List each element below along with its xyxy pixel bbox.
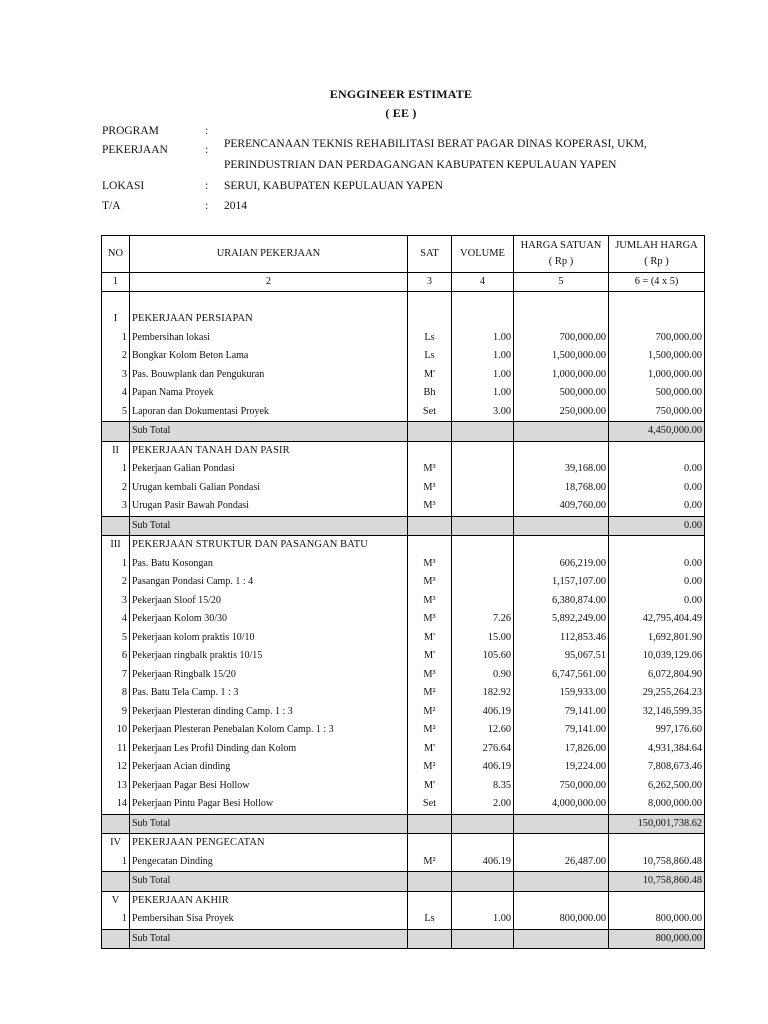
item-name: Pas. Batu Tela Camp. 1 : 3 [130,684,408,703]
table-row [102,666,705,685]
empty-cell [514,422,609,442]
ta-value: 2014 [224,200,247,212]
item-name: Pekerjaan ringbalk praktis 10/15 [130,647,408,666]
table-body [102,310,705,949]
subtotal-row [102,516,705,536]
item-name: Laporan dan Dokumentasi Proyek [130,403,408,422]
item-number: 13 [102,777,130,796]
item-name: Pekerjaan kolom praktis 10/10 [130,629,408,648]
item-volume: 276.64 [452,740,514,759]
item-total: 0.00 [609,479,705,498]
header-uraian: URAIAN PEKERJAAN [130,236,408,273]
item-unit: M² [408,684,452,703]
table-row [102,497,705,516]
empty-cell [609,536,705,555]
item-number: 2 [102,347,130,366]
item-volume [452,573,514,592]
table-row [102,573,705,592]
program-colon: : [205,125,209,137]
subtotal-row [102,872,705,892]
item-volume: 1.00 [452,347,514,366]
item-total: 0.00 [609,460,705,479]
pekerjaan-value-line1: PERENCANAAN TEKNIS REHABILITASI BERAT PAGAR DINAS KOPERASI, UKM, [224,138,647,150]
empty-cell [102,814,130,834]
item-unit-price: 39,168.00 [514,460,609,479]
item-volume: 406.19 [452,853,514,872]
item-number: 7 [102,666,130,685]
item-number: 14 [102,795,130,814]
table-header-row [102,236,705,273]
section-number: IV [102,834,130,853]
item-unit: M' [408,777,452,796]
empty-cell [408,536,452,555]
empty-cell [514,441,609,460]
empty-cell [452,422,514,442]
item-volume: 105.60 [452,647,514,666]
item-unit: M³ [408,460,452,479]
item-number: 1 [102,555,130,574]
spacer-cell [452,292,514,311]
item-unit: Bh [408,384,452,403]
pekerjaan-value-line2: PERINDUSTRIAN DAN PERDAGANGAN KABUPATEN KEPULAUAN YAPEN [224,159,617,171]
empty-cell [609,441,705,460]
spacer-cell [408,292,452,311]
item-number: 8 [102,684,130,703]
section-header-row [102,441,705,460]
item-total: 29,255,264.23 [609,684,705,703]
item-unit-price: 6,380,874.00 [514,592,609,611]
item-unit: M² [408,703,452,722]
empty-cell [102,872,130,892]
item-number: 10 [102,721,130,740]
empty-cell [408,422,452,442]
subtotal-label: Sub Total [130,422,408,442]
ta-label: T/A [102,200,121,212]
item-name: Pekerjaan Plesteran Penebalan Kolom Camp. 1 : 3 [130,721,408,740]
item-total: 32,146,599.35 [609,703,705,722]
spacer-cell [130,292,408,311]
estimate-table-wrapper [101,235,704,949]
header-jumlah-harga-unit: ( Rp ) [644,256,669,267]
empty-cell [609,310,705,329]
item-unit-price: 409,760.00 [514,497,609,516]
item-volume: 2.00 [452,795,514,814]
item-unit: M³ [408,555,452,574]
pekerjaan-label: PEKERJAAN [102,144,168,156]
empty-cell [452,891,514,910]
empty-cell [452,814,514,834]
section-name: PEKERJAAN AKHIR [130,891,408,910]
header-harga-satuan [514,236,609,273]
program-label: PROGRAM [102,125,159,137]
item-unit: M³ [408,497,452,516]
table-row [102,366,705,385]
empty-cell [408,516,452,536]
item-unit-price: 250,000.00 [514,403,609,422]
document-title: ENGGINEER ESTIMATE [329,87,473,101]
item-number: 1 [102,460,130,479]
empty-cell [452,310,514,329]
section-number: III [102,536,130,555]
item-unit: M² [408,853,452,872]
spacer-cell [102,292,130,311]
header-harga-satuan-label: HARGA SATUAN [520,240,602,251]
table-row [102,853,705,872]
empty-cell [514,872,609,892]
header-volume: VOLUME [452,236,514,273]
lokasi-value: SERUI, KABUPATEN KEPULAUAN YAPEN [224,180,443,192]
item-name: Pas. Bouwplank dan Pengukuran [130,366,408,385]
item-unit-price: 700,000.00 [514,329,609,348]
empty-cell [408,310,452,329]
item-number: 5 [102,403,130,422]
header-sat: SAT [408,236,452,273]
item-unit: Set [408,795,452,814]
lokasi-label: LOKASI [102,180,145,192]
table-row [102,777,705,796]
section-name: PEKERJAAN TANAH DAN PASIR [130,441,408,460]
item-total: 700,000.00 [609,329,705,348]
item-unit-price: 4,000,000.00 [514,795,609,814]
item-number: 4 [102,384,130,403]
item-total: 800,000.00 [609,910,705,929]
item-name: Pekerjaan Galian Pondasi [130,460,408,479]
table-row [102,329,705,348]
header-jumlah-harga-label: JUMLAH HARGA [615,240,698,251]
item-unit-price: 26,487.00 [514,853,609,872]
empty-cell [514,536,609,555]
item-number: 1 [102,853,130,872]
item-volume [452,479,514,498]
document-subtitle: ( EE ) [385,106,417,120]
table-row [102,479,705,498]
item-name: Bongkar Kolom Beton Lama [130,347,408,366]
section-number: I [102,310,130,329]
item-unit: Ls [408,910,452,929]
item-volume [452,592,514,611]
item-unit: M' [408,366,452,385]
table-row [102,629,705,648]
item-number: 9 [102,703,130,722]
item-volume: 15.00 [452,629,514,648]
item-unit: M³ [408,666,452,685]
subtotal-row [102,422,705,442]
item-volume: 8.35 [452,777,514,796]
table-row [102,684,705,703]
item-name: Pembersihan lokasi [130,329,408,348]
item-unit: M³ [408,479,452,498]
item-name: Urugan Pasir Bawah Pondasi [130,497,408,516]
subtotal-value: 800,000.00 [609,929,705,949]
empty-cell [452,929,514,949]
subtotal-row [102,814,705,834]
subtotal-label: Sub Total [130,872,408,892]
table-row [102,647,705,666]
empty-cell [408,441,452,460]
table-row [102,384,705,403]
item-total: 0.00 [609,497,705,516]
empty-cell [102,422,130,442]
item-unit-price: 159,933.00 [514,684,609,703]
column-number: 3 [408,273,452,292]
section-name: PEKERJAAN STRUKTUR DAN PASANGAN BATU [130,536,408,555]
empty-cell [452,441,514,460]
empty-cell [102,929,130,949]
item-unit: M' [408,740,452,759]
item-number: 12 [102,758,130,777]
table-row [102,740,705,759]
item-unit: Set [408,403,452,422]
item-total: 0.00 [609,573,705,592]
header-harga-satuan-unit: ( Rp ) [548,256,574,267]
item-volume [452,555,514,574]
empty-cell [514,516,609,536]
item-name: Pas. Batu Kosongan [130,555,408,574]
item-unit-price: 500,000.00 [514,384,609,403]
item-total: 7,808,673.46 [609,758,705,777]
column-number-row [102,273,705,292]
item-volume: 1.00 [452,910,514,929]
item-unit-price: 800,000.00 [514,910,609,929]
item-name: Urugan kembali Galian Pondasi [130,479,408,498]
estimate-table [101,235,705,949]
item-total: 500,000.00 [609,384,705,403]
empty-cell [514,929,609,949]
item-volume: 406.19 [452,703,514,722]
empty-cell [609,834,705,853]
item-total: 6,072,804.90 [609,666,705,685]
item-number: 4 [102,610,130,629]
item-total: 8,000,000.00 [609,795,705,814]
section-number: II [102,441,130,460]
empty-cell [514,834,609,853]
item-name: Pasangan Pondasi Camp. 1 : 4 [130,573,408,592]
item-unit: Ls [408,347,452,366]
item-unit-price: 79,141.00 [514,703,609,722]
item-number: 3 [102,592,130,611]
empty-cell [408,929,452,949]
subtotal-label: Sub Total [130,929,408,949]
empty-cell [609,891,705,910]
item-name: Pekerjaan Sloof 15/20 [130,592,408,611]
item-name: Pekerjaan Plesteran dinding Camp. 1 : 3 [130,703,408,722]
section-header-row [102,891,705,910]
item-total: 10,039,129.06 [609,647,705,666]
item-unit: M³ [408,573,452,592]
item-unit: M² [408,758,452,777]
section-number: V [102,891,130,910]
table-row [102,460,705,479]
table-row [102,721,705,740]
table-row [102,347,705,366]
item-unit-price: 112,853.46 [514,629,609,648]
spacer-cell [609,292,705,311]
item-unit-price: 17,826.00 [514,740,609,759]
empty-cell [514,814,609,834]
item-unit: M² [408,721,452,740]
item-name: Pekerjaan Pintu Pagar Besi Hollow [130,795,408,814]
item-total: 42,795,404.49 [609,610,705,629]
header-no: NO [102,236,130,273]
subtotal-value: 10,758,860.48 [609,872,705,892]
empty-cell [408,872,452,892]
spacer-cell [514,292,609,311]
column-number: 5 [514,273,609,292]
item-volume [452,460,514,479]
subtotal-label: Sub Total [130,516,408,536]
header-jumlah-harga [609,236,705,273]
item-total: 750,000.00 [609,403,705,422]
item-number: 6 [102,647,130,666]
item-volume: 1.00 [452,384,514,403]
item-total: 4,931,384.64 [609,740,705,759]
item-number: 3 [102,497,130,516]
item-number: 11 [102,740,130,759]
empty-cell [452,872,514,892]
item-total: 1,692,801.90 [609,629,705,648]
table-row [102,592,705,611]
item-unit-price: 95,067.51 [514,647,609,666]
lokasi-colon: : [205,180,209,192]
item-number: 2 [102,573,130,592]
item-unit-price: 606,219.00 [514,555,609,574]
item-total: 1,500,000.00 [609,347,705,366]
item-volume: 12.60 [452,721,514,740]
subtotal-row [102,929,705,949]
item-volume: 1.00 [452,366,514,385]
item-total: 6,262,500.00 [609,777,705,796]
table-row [102,703,705,722]
table-row [102,758,705,777]
item-number: 1 [102,910,130,929]
item-unit-price: 5,892,249.00 [514,610,609,629]
item-name: Pengecatan Dinding [130,853,408,872]
empty-cell [408,834,452,853]
subtotal-value: 0.00 [609,516,705,536]
item-unit-price: 1,500,000.00 [514,347,609,366]
item-unit: M' [408,647,452,666]
item-unit-price: 6,747,561.00 [514,666,609,685]
item-volume [452,497,514,516]
item-unit-price: 750,000.00 [514,777,609,796]
item-name: Papan Nama Proyek [130,384,408,403]
column-number: 1 [102,273,130,292]
table-row [102,403,705,422]
item-total: 0.00 [609,592,705,611]
empty-cell [408,814,452,834]
empty-cell [452,516,514,536]
item-total: 997,176.60 [609,721,705,740]
empty-cell [408,891,452,910]
item-unit-price: 19,224.00 [514,758,609,777]
item-name: Pekerjaan Ringbalk 15/20 [130,666,408,685]
section-name: PEKERJAAN PENGECATAN [130,834,408,853]
item-number: 5 [102,629,130,648]
subtotal-label: Sub Total [130,814,408,834]
column-number: 6 = (4 x 5) [609,273,705,292]
item-number: 3 [102,366,130,385]
item-volume: 1.00 [452,329,514,348]
item-total: 10,758,860.48 [609,853,705,872]
item-unit-price: 18,768.00 [514,479,609,498]
item-name: Pekerjaan Les Profil Dinding dan Kolom [130,740,408,759]
item-unit: M' [408,629,452,648]
item-volume: 182.92 [452,684,514,703]
empty-cell [102,516,130,536]
section-header-row [102,310,705,329]
item-number: 2 [102,479,130,498]
item-volume: 3.00 [452,403,514,422]
table-row [102,795,705,814]
item-unit-price: 79,141.00 [514,721,609,740]
item-unit: Ls [408,329,452,348]
ta-colon: : [205,200,209,212]
column-number: 2 [130,273,408,292]
item-unit: M³ [408,610,452,629]
item-unit: M³ [408,592,452,611]
pekerjaan-colon: : [205,144,209,156]
item-volume: 7.26 [452,610,514,629]
empty-cell [514,891,609,910]
subtotal-value: 150,001,738.62 [609,814,705,834]
item-name: Pekerjaan Pagar Besi Hollow [130,777,408,796]
item-unit-price: 1,157,107.00 [514,573,609,592]
item-name: Pekerjaan Kolom 30/30 [130,610,408,629]
table-row [102,910,705,929]
subtotal-value: 4,450,000.00 [609,422,705,442]
section-header-row [102,536,705,555]
spacer-row [102,292,705,311]
section-header-row [102,834,705,853]
section-name: PEKERJAAN PERSIAPAN [130,310,408,329]
empty-cell [514,310,609,329]
empty-cell [452,834,514,853]
item-volume: 0.90 [452,666,514,685]
column-number: 4 [452,273,514,292]
item-total: 1,000,000.00 [609,366,705,385]
item-volume: 406.19 [452,758,514,777]
item-name: Pembersihan Sisa Proyek [130,910,408,929]
item-number: 1 [102,329,130,348]
empty-cell [452,536,514,555]
item-total: 0.00 [609,555,705,574]
item-name: Pekerjaan Acian dinding [130,758,408,777]
table-row [102,610,705,629]
table-row [102,555,705,574]
item-unit-price: 1,000,000.00 [514,366,609,385]
